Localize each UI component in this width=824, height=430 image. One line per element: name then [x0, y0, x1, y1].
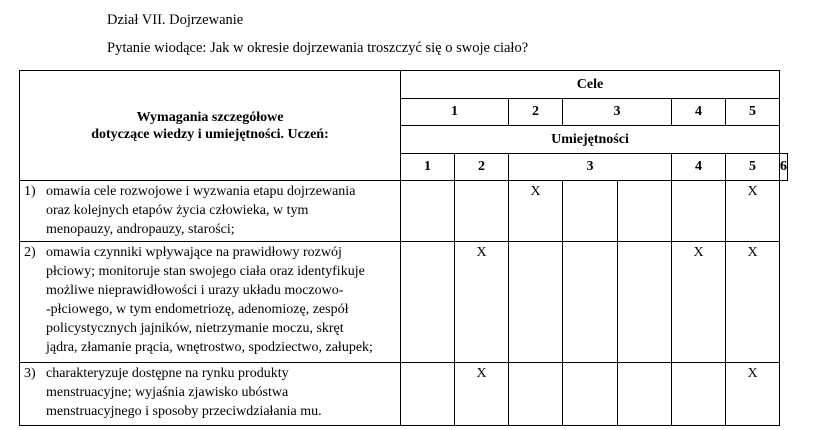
mark-cell	[401, 181, 455, 242]
mark-cell: X	[726, 181, 780, 242]
goal-number: 5	[726, 99, 780, 126]
mark-cell: X	[455, 363, 509, 426]
mark-cell	[672, 181, 726, 242]
goal-number: 1	[401, 99, 509, 126]
skills-header: Umiejętności	[401, 126, 780, 154]
requirements-header	[20, 71, 401, 181]
mark-cell	[618, 181, 672, 242]
skill-number: 5	[726, 154, 780, 181]
requirement-line: omawia czynniki wpływające na prawidłowy rozwój	[46, 245, 342, 260]
skill-number: 1	[401, 154, 455, 181]
mark-cell: X	[726, 242, 780, 363]
requirement-line: możliwe nieprawidłowości i urazy układu moczowo-	[46, 283, 344, 298]
row-number: 1)	[24, 184, 36, 199]
skill-number: 2	[455, 154, 509, 181]
requirement-line: jądra, złamanie prącia, wnętrostwo, spodziectwo, załupek;	[46, 340, 373, 355]
requirement-line: omawia cele rozwojowe i wyzwania etapu dojrzewania	[46, 184, 356, 199]
mark-cell	[455, 181, 509, 242]
table-row	[20, 181, 788, 242]
requirement-line: charakteryzuje dostępne na rynku produkty	[46, 366, 289, 381]
requirement-line: oraz kolejnych etapów życia człowieka, w tym	[46, 203, 309, 218]
mark-cell	[672, 363, 726, 426]
table-row	[20, 242, 788, 363]
requirement-line: menstruacyjne; wyjaśnia zjawisko ubóstwa	[46, 385, 289, 400]
mark-cell	[618, 363, 672, 426]
mark-cell	[401, 242, 455, 363]
mark-cell: X	[672, 242, 726, 363]
mark-cell	[618, 242, 672, 363]
goals-header: Cele	[401, 71, 780, 99]
requirement-line: policystycznych jajników, nietrzymanie moczu, skręt	[46, 321, 344, 336]
skill-number: 6	[780, 154, 788, 181]
skill-number: 4	[672, 154, 726, 181]
requirement-cell	[20, 181, 401, 242]
requirement-line: -płciowego, w tym endometriozę, adenomiozę, zespół	[46, 302, 349, 317]
goal-number: 2	[509, 99, 563, 126]
requirement-cell	[20, 363, 401, 426]
leading-question: Pytanie wiodące: Jak w okresie dojrzewania troszczyć się o swoje ciało?	[107, 40, 529, 56]
row-number: 2)	[24, 245, 36, 260]
mark-cell	[401, 363, 455, 426]
skill-number: 3	[509, 154, 672, 181]
goal-number: 4	[672, 99, 726, 126]
section-title: Dział VII. Dojrzewanie	[107, 12, 244, 28]
mark-cell	[563, 242, 618, 363]
mark-cell: X	[509, 181, 563, 242]
row-number: 3)	[24, 366, 36, 381]
requirement-line: płciowy; monitoruje stan swojego ciała oraz identyfikuje	[46, 264, 365, 279]
goal-number: 3	[563, 99, 672, 126]
requirement-line: menstruacyjnego i sposoby przeciwdziałania mu.	[46, 404, 322, 419]
requirements-header-line2: dotyczące wiedzy i umiejętności. Uczeń:	[91, 126, 329, 142]
table-row	[20, 363, 788, 426]
requirements-header-line1: Wymagania szczegółowe	[136, 109, 284, 125]
requirements-table	[19, 70, 788, 426]
requirement-line: menopauzy, andropauzy, starości;	[46, 222, 235, 237]
mark-cell	[563, 181, 618, 242]
mark-cell: X	[726, 363, 780, 426]
mark-cell: X	[455, 242, 509, 363]
mark-cell	[509, 242, 563, 363]
mark-cell	[509, 363, 563, 426]
requirement-cell	[20, 242, 401, 363]
mark-cell	[563, 363, 618, 426]
